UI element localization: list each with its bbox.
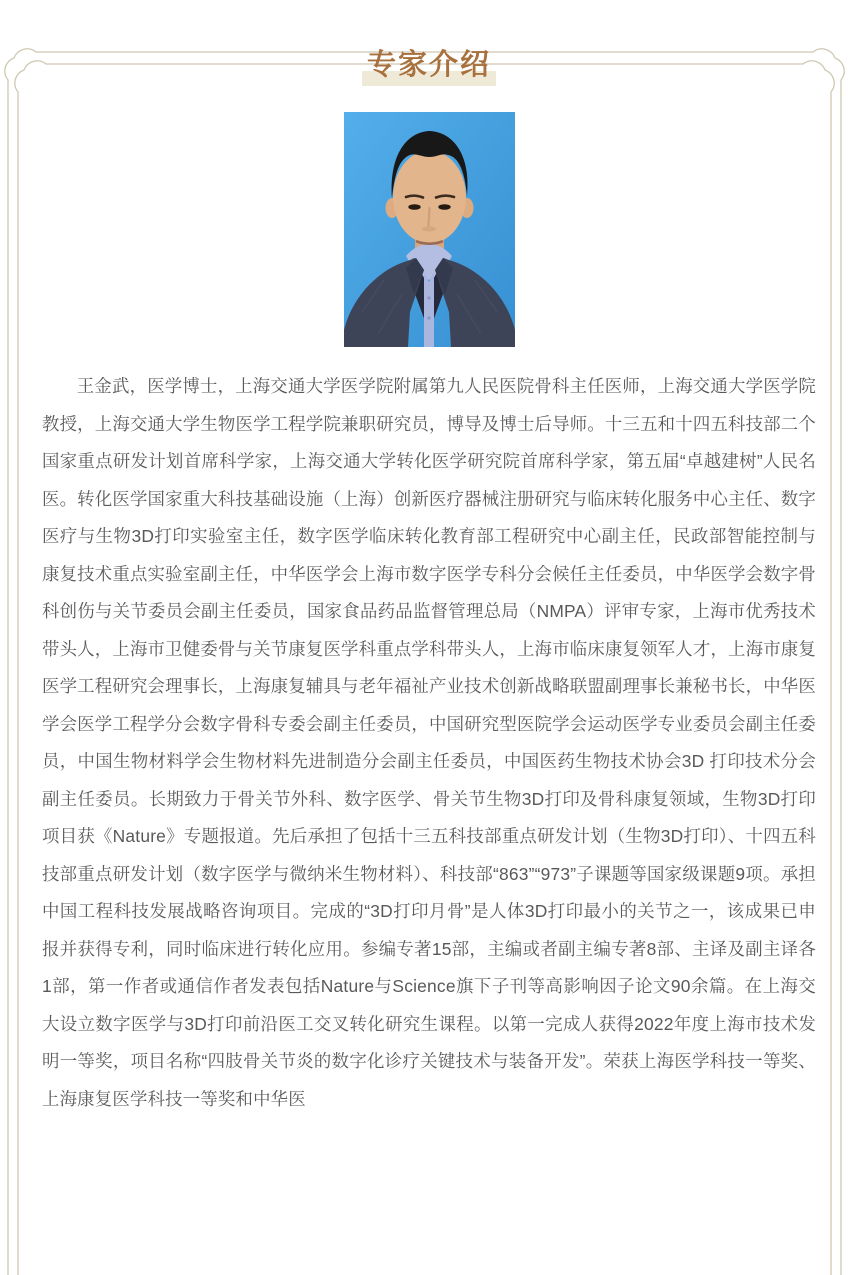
expert-photo bbox=[344, 112, 515, 347]
expert-bio: 王金武，医学博士，上海交通大学医学院附属第九人民医院骨科主任医师，上海交通大学医学院教授，上海交通大学生物医学工程学院兼职研究员，博导及博士后导师。十三五和十四五科技部二个国家重点研发计划首席科学家，上海交通大学转化医学研究院首席科学家，第五届“卓越建树”人民名医。转化医学国家重大科技基础设施（上海）创新医疗器械注册研究与临床转化服务中心主任、数字医疗与生物3D打印实验室主任，数字医学临床转化教育部工程研究中心副主任，民政部智能控制与康复技术重点实验室副主任，中华医学会上海市数字医学专科分会候任主任委员，中华医学会数字骨科创伤与关节委员会副主任委员，国家食品药品监督管理总局（NMPA）评审专家，上海市优秀技术带头人，上海市卫健委骨与关节康复医学科重点学科带头人，上海市临床康复领军人才，上海市康复医学工程研究会理事长，上海康复辅具与老年福祉产业技术创新战略联盟副理事长兼秘书长，中华医学会医学工程学分会数字骨科专委会副主任委员，中国研究型医院学会运动医学专业委员会副主任委员，中国生物材料学会生物材料先进制造分会副主任委员，中国医药生物技术协会3D 打印技术分会副主任委员。长期致力于骨关节外科、数字医学、骨关节生物3D打印及骨科康复领域，生物3D打印项目获《Nature》专题报道。先后承担了包括十三五科技部重点研发计划（生物3D打印）、十四五科技部重点研发计划（数字医学与微纳米生物材料）、科技部“863”“973”子课题等国家级课题9项。承担中国工程科技发展战略咨询项目。完成的“3D打印月骨”是人体3D打印最小的关节之一，该成果已申报并获得专利，同时临床进行转化应用。参编专著15部，主编或者副主编专著8部、主译及副主译各1部，第一作者或通信作者发表包括Nature与Science旗下子刊等高影响因子论文90余篇。在上海交大设立数字医学与3D打印前沿医工交叉转化研究生课程。以第一完成人获得2022年度上海市技术发明一等奖，项目名称“四肢骨关节炎的数字化诊疗关键技术与装备开发”。荣获上海医学科技一等奖、上海康复医学科技一等奖和中华医 bbox=[42, 376, 816, 1109]
page-title-text: 专家介绍 bbox=[362, 46, 496, 86]
article-content bbox=[0, 44, 856, 1118]
page-title bbox=[42, 44, 816, 86]
article-page bbox=[0, 44, 856, 1275]
